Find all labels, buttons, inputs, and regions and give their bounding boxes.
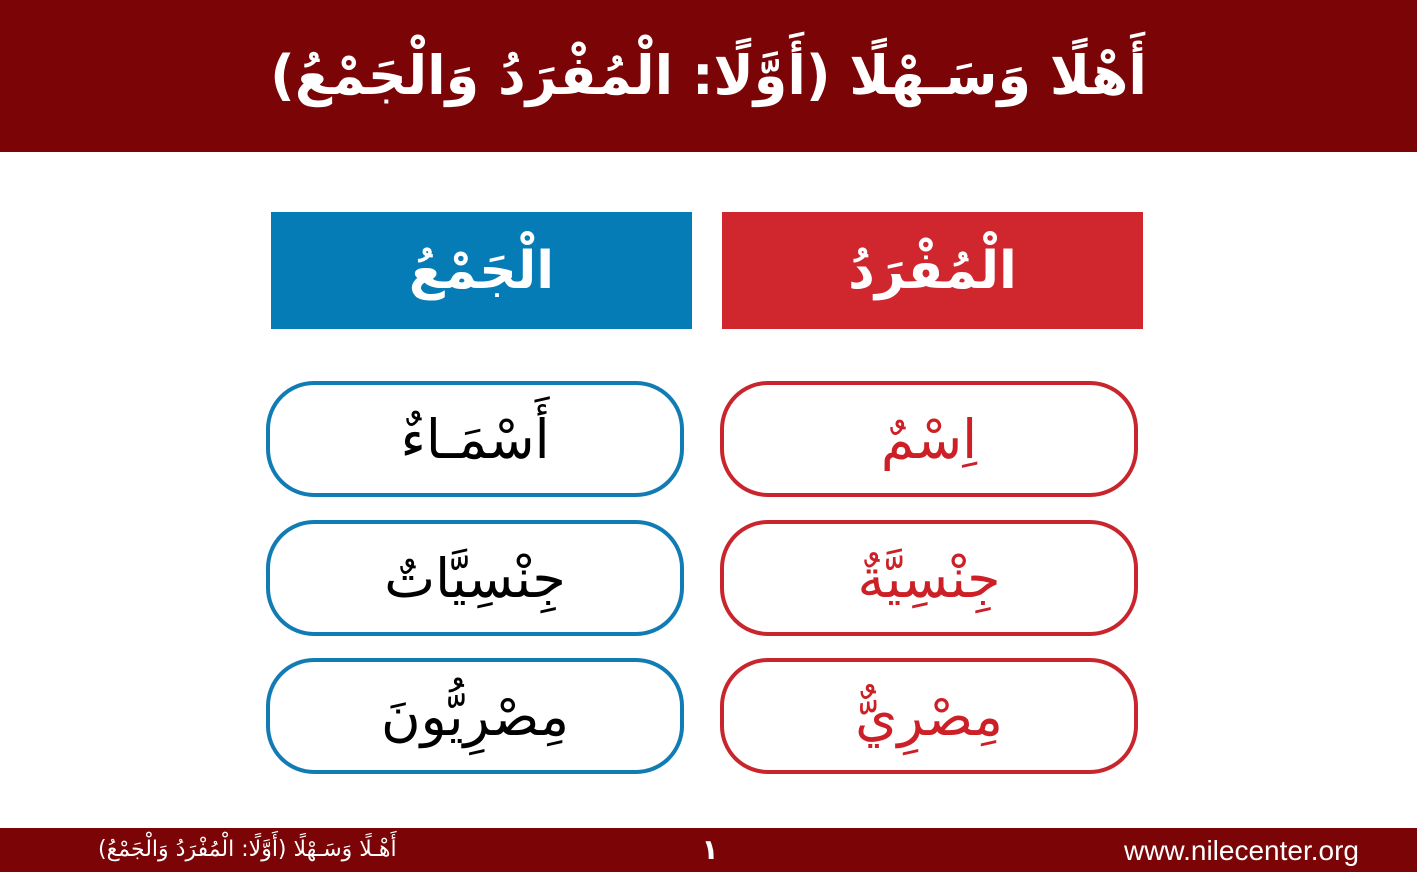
plural-column-header: الْجَمْعُ: [271, 212, 692, 329]
singular-word-1: اِسْمٌ: [720, 381, 1138, 497]
page-number: ١: [701, 833, 719, 866]
plural-word-2: جِنْسِيَّاتٌ: [266, 520, 684, 636]
plural-word-3: مِصْرِيُّونَ: [266, 658, 684, 774]
page-title: أَهْلًا وَسَـهْلًا (أَوَّلًا: الْمُفْرَدُ وَالْجَمْعُ): [270, 44, 1147, 107]
header-bar: [0, 0, 1417, 152]
footer-title: أَهْـلًا وَسَـهْلًا (أَوَّلًا: الْمُفْرَدُ وَالْجَمْعُ): [98, 837, 397, 862]
plural-word-1: أَسْمَـاءٌ: [266, 381, 684, 497]
website-url[interactable]: www.nilecenter.org: [1123, 835, 1359, 866]
singular-word-3: مِصْرِيٌّ: [720, 658, 1138, 774]
singular-column-header: الْمُفْرَدُ: [722, 212, 1143, 329]
singular-word-2: جِنْسِيَّةٌ: [720, 520, 1138, 636]
footer-bar: [0, 828, 1417, 872]
